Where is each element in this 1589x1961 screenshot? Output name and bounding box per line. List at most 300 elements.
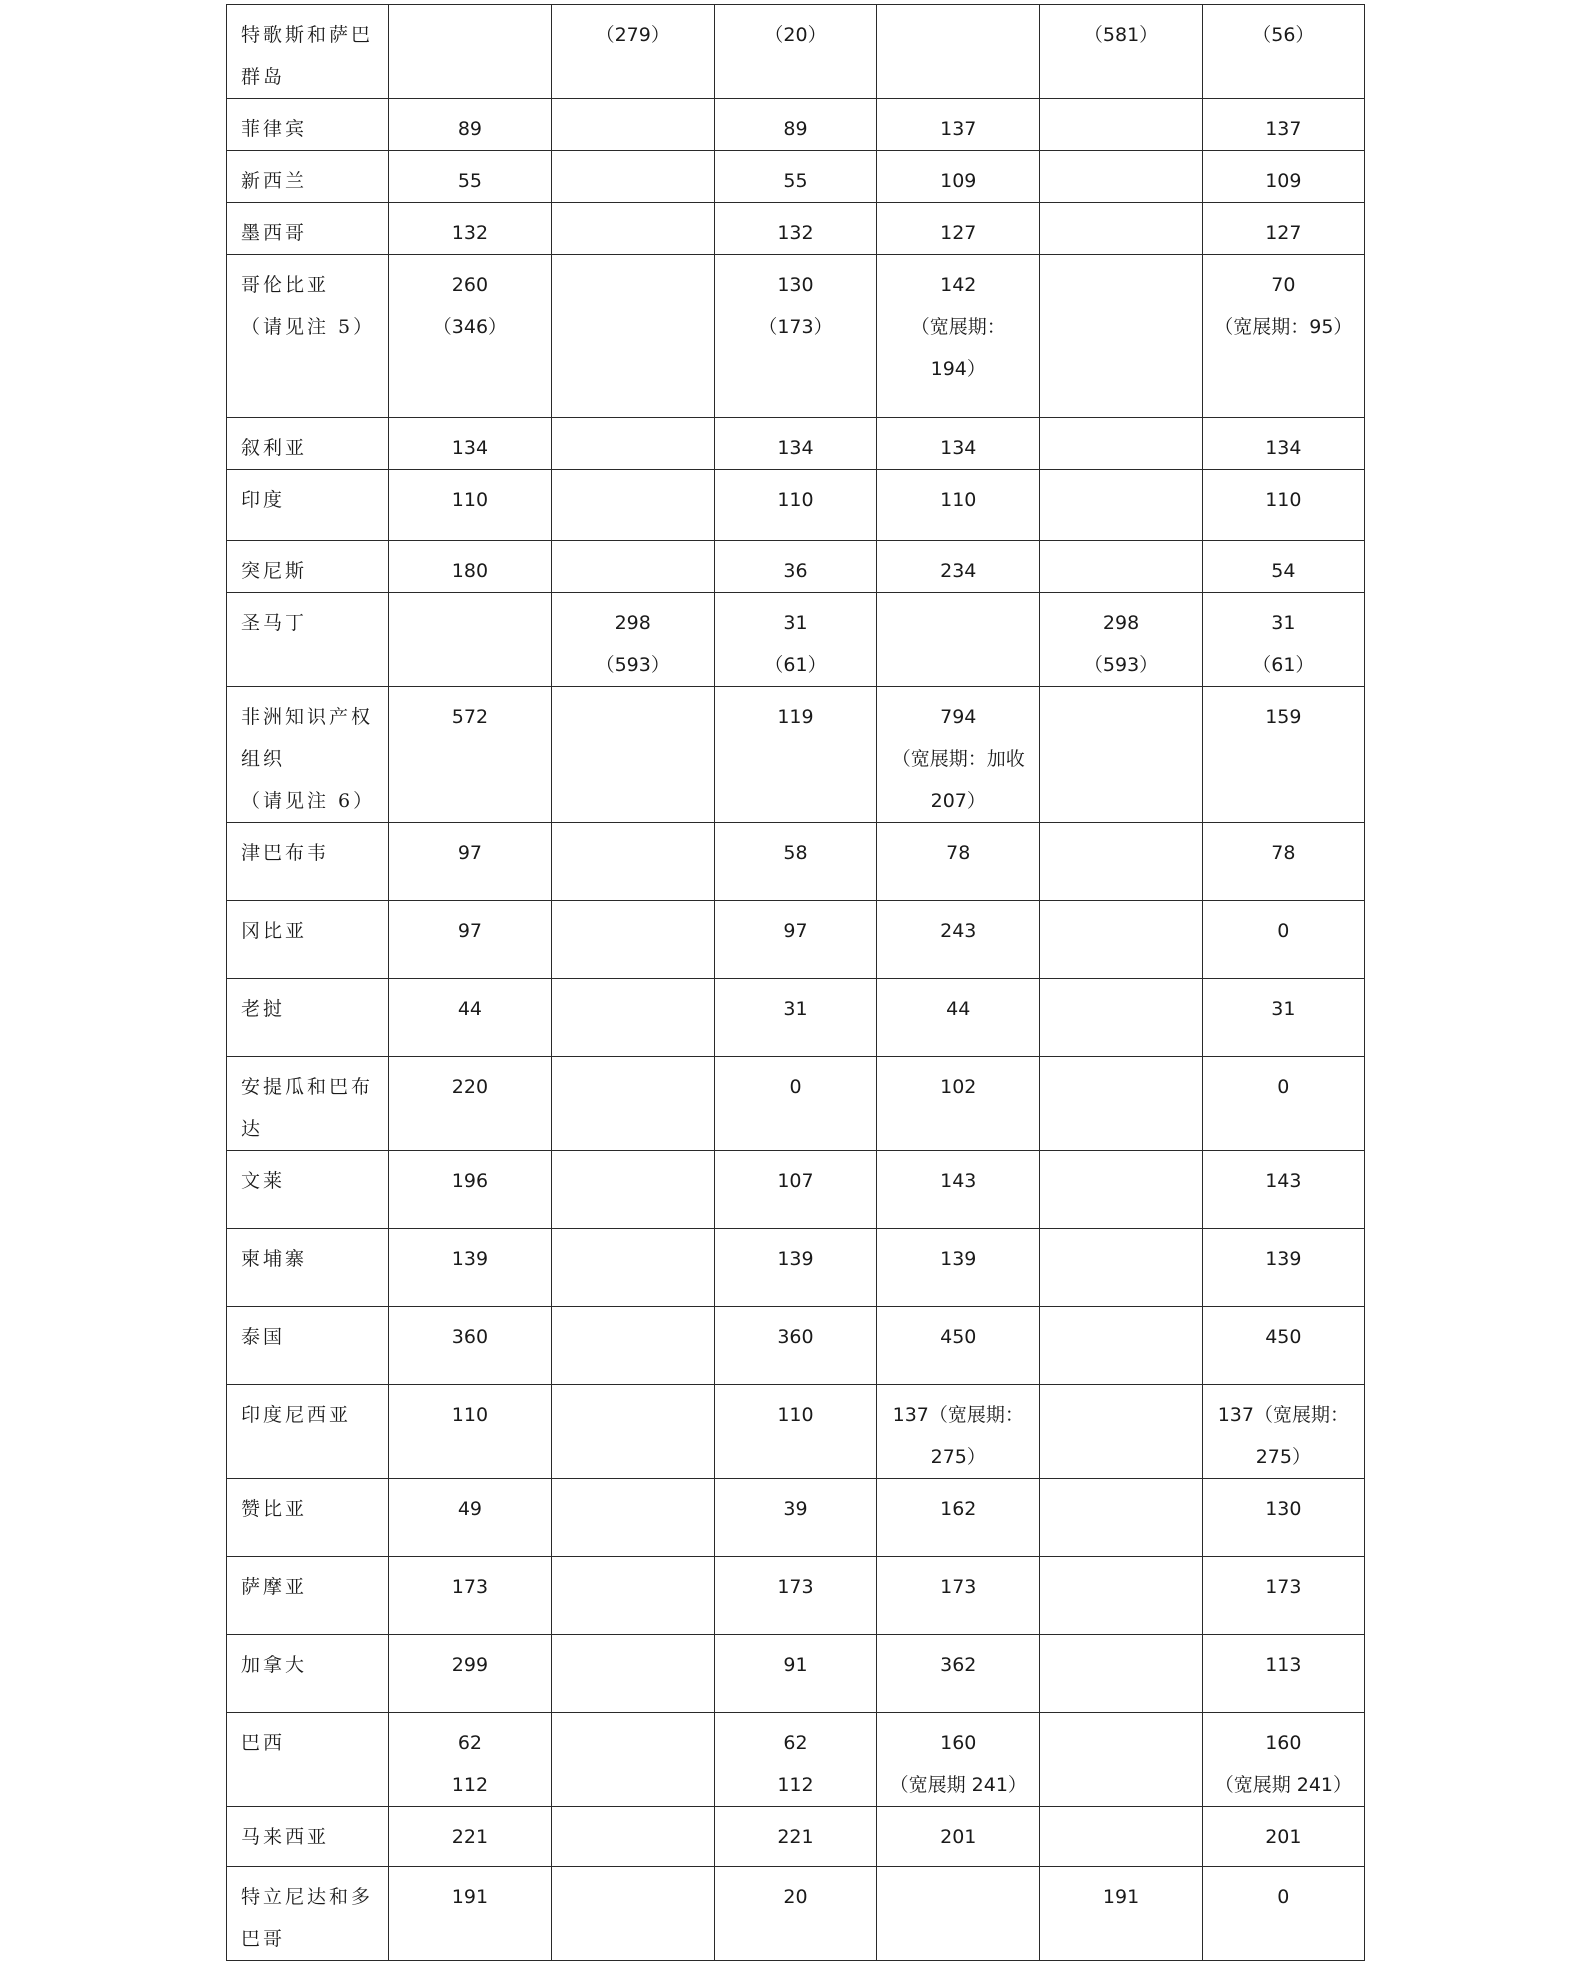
fee-cell-col1 xyxy=(389,1713,551,1807)
table-row xyxy=(227,1713,1365,1807)
fee-value-line: 127 xyxy=(940,222,977,244)
fee-cell-col6 xyxy=(1202,1867,1364,1961)
table-row xyxy=(227,979,1365,1057)
fee-cell-col6 xyxy=(1202,1385,1364,1479)
country-name-cell xyxy=(227,1479,389,1557)
country-name-cell xyxy=(227,1635,389,1713)
fee-cell-col4 xyxy=(877,255,1040,418)
country-name-line: 叙利亚 xyxy=(241,437,308,459)
fee-cell-col2 xyxy=(551,1557,714,1635)
fee-cell-col3 xyxy=(714,901,876,979)
table-row xyxy=(227,1479,1365,1557)
fee-value-line: 137 xyxy=(940,118,977,140)
fee-cell-col2 xyxy=(551,255,714,418)
fee-value-line: 194） xyxy=(930,358,986,380)
country-name-cell xyxy=(227,1385,389,1479)
fee-value-line: 31 xyxy=(783,998,808,1020)
fee-value-line: 110 xyxy=(1265,489,1302,511)
fee-value-line: 142 xyxy=(940,274,977,296)
fee-value-line: 298 xyxy=(614,612,651,634)
fee-cell-col2 xyxy=(551,541,714,593)
fee-cell-col4 xyxy=(877,1479,1040,1557)
fee-cell-col4 xyxy=(877,1385,1040,1479)
country-name-line: 巴西 xyxy=(241,1732,286,1754)
fee-cell-col3 xyxy=(714,99,876,151)
country-name-line: 印度尼西亚 xyxy=(241,1404,352,1426)
fee-cell-col5 xyxy=(1040,1557,1202,1635)
fee-cell-col5 xyxy=(1040,99,1202,151)
fee-value-line: 360 xyxy=(451,1326,489,1348)
country-name-line: 特歌斯和萨巴 xyxy=(241,24,374,46)
fee-cell-col5 xyxy=(1040,1385,1202,1479)
fee-value-line: 191 xyxy=(1102,1886,1140,1908)
table-row xyxy=(227,1151,1365,1229)
country-name-cell xyxy=(227,687,389,823)
fee-cell-col2 xyxy=(551,687,714,823)
fee-cell-col3 xyxy=(714,823,876,901)
fee-value-line: （593） xyxy=(1083,654,1159,676)
fee-cell-col3 xyxy=(714,1635,876,1713)
country-name-line: 加拿大 xyxy=(241,1654,308,1676)
country-name-line: 圣马丁 xyxy=(241,612,308,634)
fee-cell-col4 xyxy=(877,1057,1040,1151)
fee-value-line: 221 xyxy=(777,1826,814,1848)
country-name-cell xyxy=(227,1807,389,1867)
table-row xyxy=(227,1557,1365,1635)
fee-cell-col3 xyxy=(714,1867,876,1961)
fee-value-line: 89 xyxy=(457,118,483,140)
fee-value-line: 360 xyxy=(777,1326,814,1348)
fee-cell-col5 xyxy=(1040,593,1202,687)
table-row xyxy=(227,99,1365,151)
fee-value-line: 110 xyxy=(451,489,489,511)
fee-cell-col3 xyxy=(714,1807,876,1867)
fee-cell-col2 xyxy=(551,593,714,687)
country-name-cell xyxy=(227,1713,389,1807)
country-name-cell xyxy=(227,418,389,470)
table-row xyxy=(227,1229,1365,1307)
fee-cell-col4 xyxy=(877,1151,1040,1229)
fee-cell-col3 xyxy=(714,203,876,255)
fee-cell-col1 xyxy=(389,418,551,470)
fee-value-line: 160 xyxy=(1265,1732,1302,1754)
table-row xyxy=(227,1385,1365,1479)
fee-cell-col5 xyxy=(1040,470,1202,541)
fee-cell-col4 xyxy=(877,151,1040,203)
fee-cell-col3 xyxy=(714,255,876,418)
fee-value-line: 134 xyxy=(1265,437,1302,459)
fee-value-line: 275） xyxy=(930,1446,986,1468)
table-row xyxy=(227,203,1365,255)
fee-value-line: 112 xyxy=(777,1774,814,1796)
fee-cell-col4 xyxy=(877,99,1040,151)
table-row xyxy=(227,470,1365,541)
fee-cell-col1 xyxy=(389,823,551,901)
fee-cell-col3 xyxy=(714,1385,876,1479)
fee-cell-col5 xyxy=(1040,901,1202,979)
fee-cell-col2 xyxy=(551,99,714,151)
fee-value-line: 143 xyxy=(940,1170,977,1192)
table-row xyxy=(227,1307,1365,1385)
fee-value-line: 572 xyxy=(451,706,489,728)
fee-value-line: 139 xyxy=(777,1248,814,1270)
fee-cell-col1 xyxy=(389,901,551,979)
fee-cell-col3 xyxy=(714,418,876,470)
fee-cell-col6 xyxy=(1202,1307,1364,1385)
fee-cell-col6 xyxy=(1202,255,1364,418)
fee-cell-col1 xyxy=(389,1307,551,1385)
fee-value-line: 201 xyxy=(1265,1826,1302,1848)
fee-value-line: 97 xyxy=(457,920,483,942)
fee-cell-col2 xyxy=(551,1807,714,1867)
fee-cell-col5 xyxy=(1040,1713,1202,1807)
country-name-cell xyxy=(227,99,389,151)
fee-value-line: 97 xyxy=(457,842,483,864)
fee-cell-col4 xyxy=(877,979,1040,1057)
fee-cell-col5 xyxy=(1040,151,1202,203)
fee-cell-col3 xyxy=(714,1557,876,1635)
fee-value-line: 298 xyxy=(1102,612,1140,634)
country-name-line: 组织 xyxy=(241,748,286,770)
country-name-cell xyxy=(227,470,389,541)
fee-value-line: 162 xyxy=(940,1498,977,1520)
country-name-line: 菲律宾 xyxy=(241,118,308,140)
table-row xyxy=(227,687,1365,823)
fee-cell-col4 xyxy=(877,1635,1040,1713)
fee-value-line: 89 xyxy=(783,118,808,140)
fee-value-line: 143 xyxy=(1265,1170,1302,1192)
fee-value-line: 299 xyxy=(451,1654,489,1676)
country-name-line: 巴哥 xyxy=(241,1928,286,1950)
fee-value-line: 58 xyxy=(783,842,808,864)
country-name-cell xyxy=(227,255,389,418)
fee-value-line: 54 xyxy=(1271,560,1296,582)
table-row xyxy=(227,1867,1365,1961)
fee-value-line: 31 xyxy=(1271,612,1296,634)
fee-cell-col3 xyxy=(714,1151,876,1229)
fee-cell-col5 xyxy=(1040,1151,1202,1229)
fee-cell-col4 xyxy=(877,203,1040,255)
country-name-line: 萨摩亚 xyxy=(241,1576,308,1598)
fee-cell-col5 xyxy=(1040,1635,1202,1713)
country-name-line: 群岛 xyxy=(241,66,286,88)
fee-value-line: （20） xyxy=(764,24,827,46)
fee-cell-col1 xyxy=(389,687,551,823)
fee-value-line: 31 xyxy=(783,612,808,634)
fee-cell-col5 xyxy=(1040,203,1202,255)
fee-cell-col5 xyxy=(1040,1057,1202,1151)
fee-value-line: 180 xyxy=(451,560,489,582)
fee-value-line: 62 xyxy=(783,1732,808,1754)
fee-cell-col1 xyxy=(389,151,551,203)
country-name-line: 印度 xyxy=(241,489,286,511)
fee-value-line: 134 xyxy=(451,437,489,459)
fee-value-line: 130 xyxy=(777,274,814,296)
fee-cell-col1 xyxy=(389,1479,551,1557)
fee-cell-col2 xyxy=(551,1229,714,1307)
fee-cell-col1 xyxy=(389,1385,551,1479)
table-row xyxy=(227,1635,1365,1713)
fee-cell-col6 xyxy=(1202,151,1364,203)
fee-cell-col2 xyxy=(551,1307,714,1385)
fee-cell-col6 xyxy=(1202,1807,1364,1867)
fee-cell-col4 xyxy=(877,593,1040,687)
fee-value-line: 173 xyxy=(777,1576,814,1598)
fee-value-line: 110 xyxy=(777,489,814,511)
country-name-line: 非洲知识产权 xyxy=(241,706,374,728)
country-name-line: 达 xyxy=(241,1118,264,1140)
fee-cell-col4 xyxy=(877,5,1040,99)
country-name-cell xyxy=(227,979,389,1057)
fee-value-line: （173） xyxy=(758,316,833,338)
fee-cell-col4 xyxy=(877,1307,1040,1385)
fee-cell-col1 xyxy=(389,470,551,541)
country-name-cell xyxy=(227,1867,389,1961)
fee-value-line: 160 xyxy=(940,1732,977,1754)
fee-value-line: 109 xyxy=(940,170,977,192)
country-name-line: 赞比亚 xyxy=(241,1498,308,1520)
fee-value-line: 0 xyxy=(1277,1886,1290,1908)
fee-value-line: 0 xyxy=(1277,1076,1290,1098)
fee-value-line: 109 xyxy=(1265,170,1302,192)
fee-cell-col6 xyxy=(1202,1635,1364,1713)
fee-value-line: 220 xyxy=(451,1076,489,1098)
table-row xyxy=(227,151,1365,203)
fee-cell-col6 xyxy=(1202,1057,1364,1151)
fee-value-line: 110 xyxy=(940,489,977,511)
fee-cell-col2 xyxy=(551,1713,714,1807)
fee-value-line: （宽展期：加收 xyxy=(891,748,1025,770)
fee-value-line: 39 xyxy=(783,1498,808,1520)
fee-cell-col4 xyxy=(877,1713,1040,1807)
fee-cell-col5 xyxy=(1040,541,1202,593)
fee-value-line: 132 xyxy=(451,222,489,244)
fee-value-line: （宽展期 241） xyxy=(889,1774,1027,1796)
fee-value-line: 362 xyxy=(940,1654,977,1676)
fee-cell-col3 xyxy=(714,687,876,823)
table-row xyxy=(227,1057,1365,1151)
fee-value-line: 127 xyxy=(1265,222,1302,244)
fee-value-line: （581） xyxy=(1083,24,1159,46)
fee-value-line: 97 xyxy=(783,920,808,942)
country-name-cell xyxy=(227,1307,389,1385)
fee-cell-col2 xyxy=(551,1867,714,1961)
fee-cell-col2 xyxy=(551,470,714,541)
fee-value-line: 221 xyxy=(451,1826,489,1848)
fee-cell-col5 xyxy=(1040,1229,1202,1307)
fee-value-line: 275） xyxy=(1255,1446,1311,1468)
fee-cell-col2 xyxy=(551,5,714,99)
table-row xyxy=(227,541,1365,593)
country-name-cell xyxy=(227,1557,389,1635)
fee-cell-col2 xyxy=(551,203,714,255)
fee-cell-col1 xyxy=(389,1557,551,1635)
fee-value-line: （61） xyxy=(764,654,827,676)
fee-value-line: 137（宽展期： xyxy=(1217,1404,1349,1426)
fee-cell-col2 xyxy=(551,1057,714,1151)
fee-cell-col6 xyxy=(1202,1151,1364,1229)
country-name-cell xyxy=(227,1151,389,1229)
fee-cell-col3 xyxy=(714,541,876,593)
fee-value-line: 102 xyxy=(940,1076,977,1098)
fee-cell-col4 xyxy=(877,1229,1040,1307)
country-name-line: 文莱 xyxy=(241,1170,286,1192)
fee-cell-col5 xyxy=(1040,1479,1202,1557)
fee-cell-col2 xyxy=(551,151,714,203)
fee-value-line: 20 xyxy=(783,1886,808,1908)
fee-value-line: 207） xyxy=(930,790,986,812)
fee-value-line: 134 xyxy=(940,437,977,459)
fee-cell-col4 xyxy=(877,418,1040,470)
fee-cell-col6 xyxy=(1202,687,1364,823)
country-name-line: 特立尼达和多 xyxy=(241,1886,374,1908)
fee-cell-col6 xyxy=(1202,823,1364,901)
fee-cell-col1 xyxy=(389,5,551,99)
fee-cell-col6 xyxy=(1202,901,1364,979)
fee-cell-col1 xyxy=(389,255,551,418)
table-row xyxy=(227,823,1365,901)
fee-value-line: 450 xyxy=(940,1326,977,1348)
fee-cell-col6 xyxy=(1202,593,1364,687)
fee-value-line: 201 xyxy=(940,1826,977,1848)
country-name-cell xyxy=(227,593,389,687)
fee-cell-col6 xyxy=(1202,979,1364,1057)
country-name-cell xyxy=(227,5,389,99)
fee-cell-col1 xyxy=(389,1229,551,1307)
fee-value-line: 159 xyxy=(1265,706,1302,728)
fee-cell-col2 xyxy=(551,1151,714,1229)
fee-cell-col6 xyxy=(1202,99,1364,151)
country-name-line: 冈比亚 xyxy=(241,920,308,942)
country-name-line: 哥伦比亚 xyxy=(241,274,330,296)
fee-value-line: 450 xyxy=(1265,1326,1302,1348)
table-row xyxy=(227,5,1365,99)
fee-value-line: 110 xyxy=(777,1404,814,1426)
fee-cell-col4 xyxy=(877,687,1040,823)
fee-value-line: 70 xyxy=(1271,274,1296,296)
country-name-line: 突尼斯 xyxy=(241,560,308,582)
fee-cell-col5 xyxy=(1040,687,1202,823)
country-name-cell xyxy=(227,823,389,901)
fee-cell-col6 xyxy=(1202,5,1364,99)
fee-cell-col5 xyxy=(1040,1807,1202,1867)
fee-cell-col1 xyxy=(389,99,551,151)
fee-value-line: 44 xyxy=(946,998,971,1020)
fee-value-line: 196 xyxy=(451,1170,489,1192)
fee-cell-col5 xyxy=(1040,5,1202,99)
fee-value-line: （61） xyxy=(1252,654,1315,676)
fee-cell-col6 xyxy=(1202,203,1364,255)
fee-cell-col4 xyxy=(877,823,1040,901)
fee-cell-col6 xyxy=(1202,1557,1364,1635)
fee-cell-col4 xyxy=(877,541,1040,593)
fee-value-line: 78 xyxy=(1271,842,1296,864)
fee-cell-col2 xyxy=(551,901,714,979)
fee-cell-col3 xyxy=(714,1713,876,1807)
fee-cell-col5 xyxy=(1040,418,1202,470)
fee-cell-col3 xyxy=(714,1479,876,1557)
fee-cell-col4 xyxy=(877,1867,1040,1961)
country-name-line: 泰国 xyxy=(241,1326,286,1348)
fee-cell-col1 xyxy=(389,1807,551,1867)
fee-cell-col2 xyxy=(551,1635,714,1713)
fee-value-line: 0 xyxy=(1277,920,1290,942)
fee-cell-col5 xyxy=(1040,255,1202,418)
fee-cell-col2 xyxy=(551,979,714,1057)
country-name-line: 墨西哥 xyxy=(241,222,308,244)
country-name-cell xyxy=(227,203,389,255)
fee-value-line: 234 xyxy=(940,560,977,582)
fee-value-line: 44 xyxy=(457,998,483,1020)
fee-cell-col5 xyxy=(1040,1307,1202,1385)
fee-value-line: 31 xyxy=(1271,998,1296,1020)
fee-value-line: 49 xyxy=(457,1498,483,1520)
table-row xyxy=(227,255,1365,418)
fee-value-line: 173 xyxy=(451,1576,489,1598)
fee-value-line: （593） xyxy=(595,654,670,676)
fee-cell-col6 xyxy=(1202,1713,1364,1807)
fee-cell-col1 xyxy=(389,1635,551,1713)
fee-cell-col6 xyxy=(1202,470,1364,541)
fee-value-line: （56） xyxy=(1252,24,1315,46)
fee-value-line: 134 xyxy=(777,437,814,459)
fee-cell-col6 xyxy=(1202,418,1364,470)
country-name-line: 老挝 xyxy=(241,998,286,1020)
fee-cell-col3 xyxy=(714,1057,876,1151)
fee-value-line: 173 xyxy=(1265,1576,1302,1598)
fee-value-line: 36 xyxy=(783,560,808,582)
fee-value-line: 137 xyxy=(1265,118,1302,140)
fee-cell-col5 xyxy=(1040,823,1202,901)
fee-value-line: 107 xyxy=(777,1170,814,1192)
country-name-cell xyxy=(227,901,389,979)
fee-cell-col5 xyxy=(1040,1867,1202,1961)
fee-value-line: （宽展期： xyxy=(910,316,1006,338)
fee-value-line: （宽展期：95） xyxy=(1214,316,1353,338)
fee-cell-col1 xyxy=(389,203,551,255)
fee-cell-col1 xyxy=(389,1057,551,1151)
country-name-cell xyxy=(227,151,389,203)
fee-value-line: 243 xyxy=(940,920,977,942)
fee-value-line: 794 xyxy=(940,706,977,728)
fee-value-line: 113 xyxy=(1265,1654,1302,1676)
table-row xyxy=(227,901,1365,979)
fee-value-line: 0 xyxy=(789,1076,802,1098)
fee-cell-col4 xyxy=(877,1557,1040,1635)
fee-value-line: 110 xyxy=(451,1404,489,1426)
fee-cell-col4 xyxy=(877,1807,1040,1867)
fee-value-line: 139 xyxy=(940,1248,977,1270)
fee-cell-col2 xyxy=(551,1479,714,1557)
fee-cell-col3 xyxy=(714,979,876,1057)
fee-cell-col3 xyxy=(714,470,876,541)
fee-value-line: 137（宽展期： xyxy=(892,1404,1024,1426)
fee-value-line: 173 xyxy=(940,1576,977,1598)
fee-value-line: 78 xyxy=(946,842,971,864)
country-name-line: 津巴布韦 xyxy=(241,842,330,864)
fee-value-line: 139 xyxy=(451,1248,489,1270)
table-row xyxy=(227,418,1365,470)
country-name-line: 马来西亚 xyxy=(241,1826,330,1848)
fee-value-line: 132 xyxy=(777,222,814,244)
fee-value-line: 191 xyxy=(451,1886,489,1908)
country-name-cell xyxy=(227,1229,389,1307)
fee-cell-col3 xyxy=(714,151,876,203)
country-name-line: 安提瓜和巴布 xyxy=(241,1076,374,1098)
fee-cell-col6 xyxy=(1202,541,1364,593)
country-name-line: 柬埔寨 xyxy=(241,1248,308,1270)
fee-table xyxy=(226,4,1365,1961)
